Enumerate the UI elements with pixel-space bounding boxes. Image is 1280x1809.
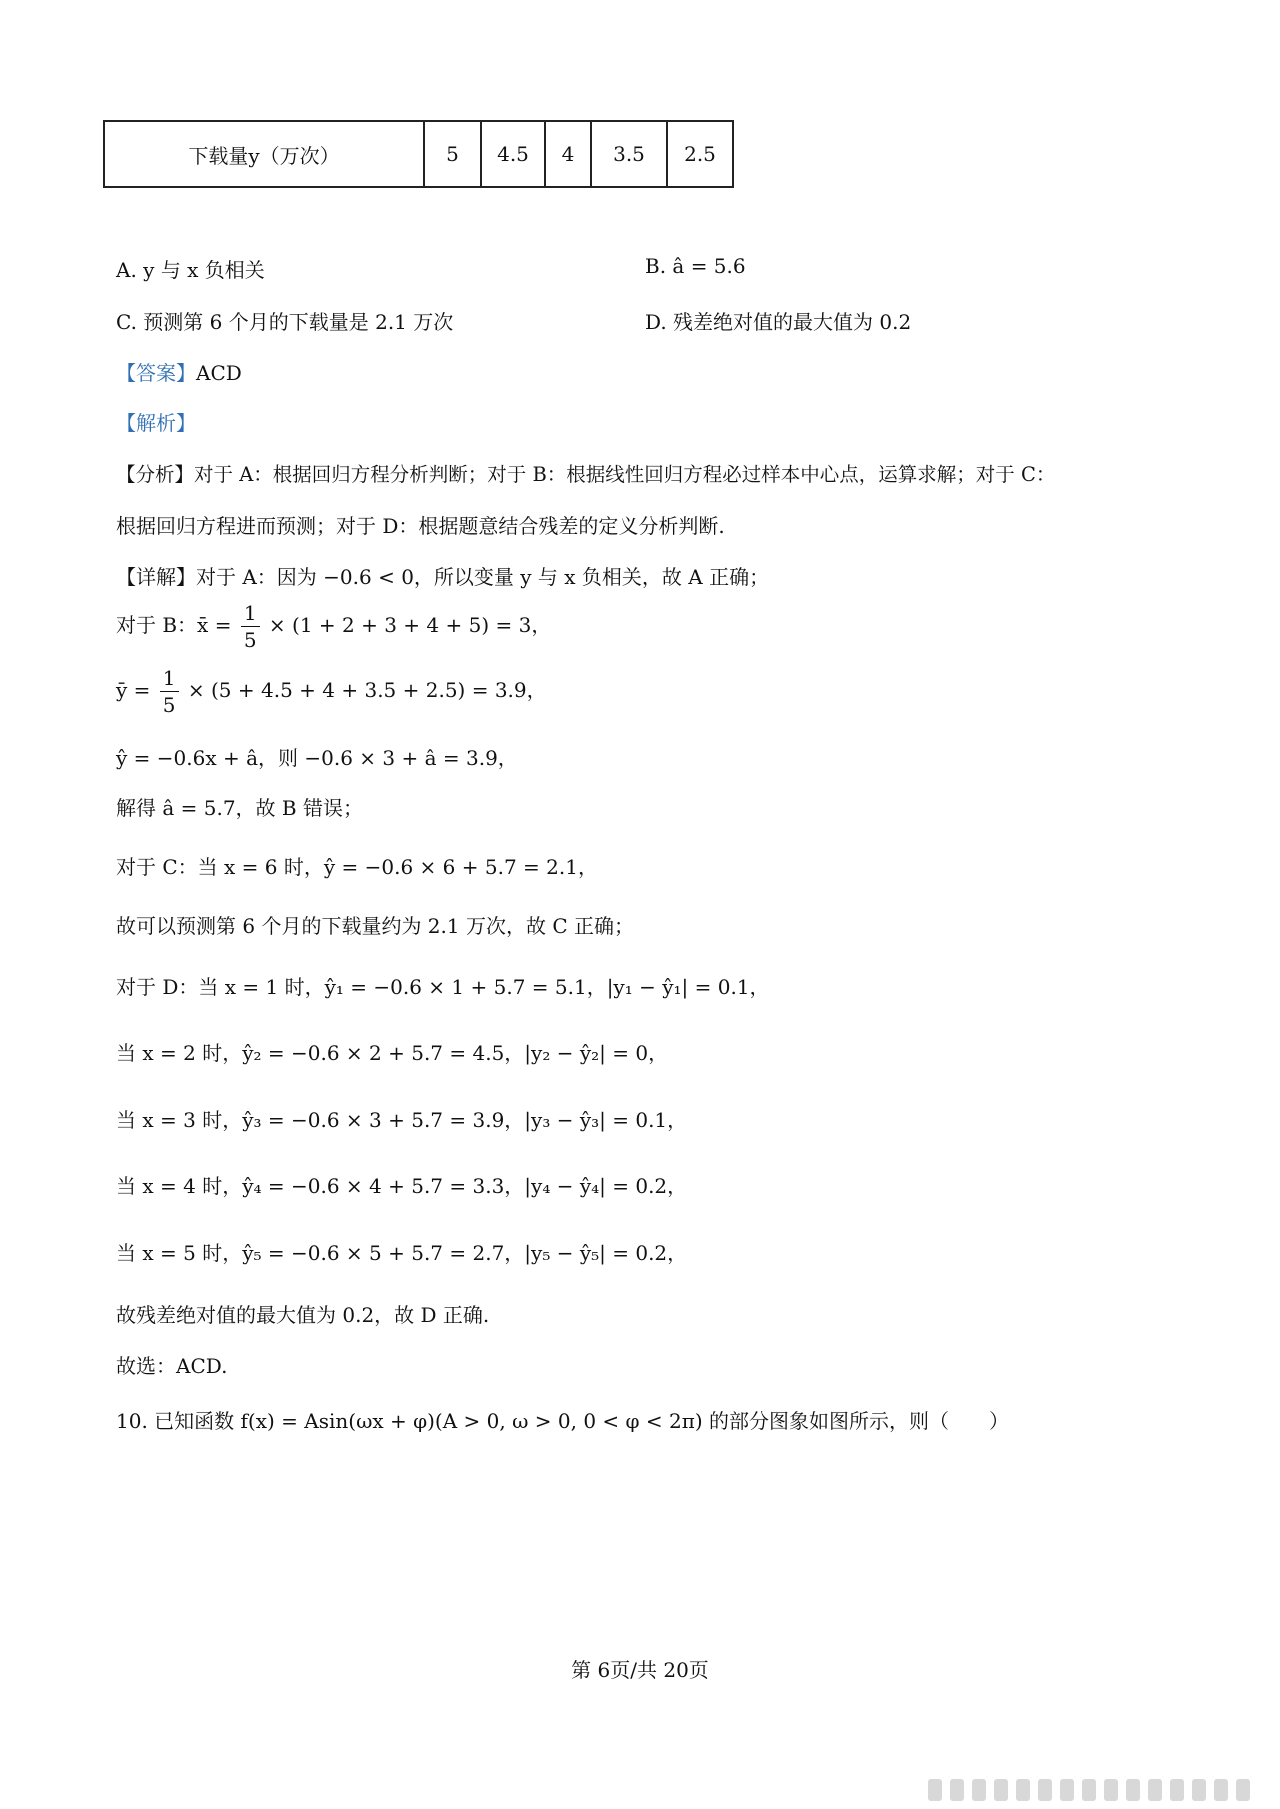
b-conclusion-line: 解得 â = 5.7，故 B 错误； — [116, 796, 363, 820]
option-c: C. 预测第 6 个月的下载量是 2.1 万次 — [116, 310, 454, 334]
option-b: B. â = 5.6 — [645, 254, 746, 278]
answer-line — [116, 357, 242, 386]
table-cell: 4.5 — [481, 121, 545, 187]
xiangjie-line-1: 【详解】对于 A：因为 −0.6 < 0，所以变量 y 与 x 负相关，故 A 正确； — [116, 565, 770, 589]
d-conclusion-line: 故残差绝对值的最大值为 0.2，故 D 正确. — [116, 1303, 490, 1327]
ybar-prefix: ȳ = — [116, 678, 151, 702]
table-header-cell: 下载量y（万次） — [104, 121, 424, 187]
c-line-2: 故可以预测第 6 个月的下载量约为 2.1 万次，故 C 正确； — [116, 914, 634, 938]
fraction-denominator: 5 — [162, 693, 176, 717]
scan-artifact-bar — [928, 1779, 1268, 1801]
table-cell: 4 — [545, 121, 591, 187]
c-line-1: 对于 C：当 x = 6 时，ŷ = −0.6 × 6 + 5.7 = 2.1， — [116, 855, 598, 879]
regression-line: ŷ = −0.6x + â，则 −0.6 × 3 + â = 3.9， — [116, 746, 518, 770]
d-line-5: 当 x = 5 时，ŷ₅ = −0.6 × 5 + 5.7 = 2.7，|y₅ − ŷ₅| = 0.2， — [116, 1241, 688, 1265]
option-d: D. 残差绝对值的最大值为 0.2 — [645, 310, 912, 334]
table-cell: 3.5 — [591, 121, 667, 187]
fraction-one-fifth — [241, 600, 260, 653]
answer-value: ACD — [196, 361, 242, 385]
d-line-1: 对于 D：当 x = 1 时，ŷ₁ = −0.6 × 1 + 5.7 = 5.1，|y₁ − ŷ₁| = 0.1， — [116, 975, 770, 999]
d-line-4: 当 x = 4 时，ŷ₄ = −0.6 × 4 + 5.7 = 3.3，|y₄ − ŷ₄| = 0.2， — [116, 1174, 688, 1198]
xbar-prefix: 对于 B：x̄ = — [116, 613, 232, 637]
analysis-label: 【解析】 — [116, 411, 196, 435]
table-cell: 5 — [424, 121, 481, 187]
ybar-line — [116, 665, 547, 718]
fraction-numerator: 1 — [160, 665, 179, 692]
xbar-line — [116, 600, 551, 653]
d-line-3: 当 x = 3 时，ŷ₃ = −0.6 × 3 + 5.7 = 3.9，|y₃ − ŷ₃| = 0.1， — [116, 1108, 688, 1132]
question-10: 10. 已知函数 f(x) = Asin(ωx + φ)(A > 0, ω > 0, 0 < φ < 2π) 的部分图象如图所示，则（ ） — [116, 1409, 1010, 1433]
fraction-one-fifth — [160, 665, 179, 718]
answer-label: 【答案】 — [116, 361, 196, 385]
table-cell: 2.5 — [667, 121, 733, 187]
fraction-numerator: 1 — [241, 600, 260, 627]
page-footer: 第 6页/共 20页 — [571, 1658, 709, 1682]
fenxi-line-2: 根据回归方程进而预测；对于 D：根据题意结合残差的定义分析判断. — [116, 514, 725, 538]
xbar-suffix: × (1 + 2 + 3 + 4 + 5) = 3， — [268, 613, 552, 637]
ybar-suffix: × (5 + 4.5 + 4 + 3.5 + 2.5) = 3.9， — [187, 678, 547, 702]
final-answer-line: 故选：ACD. — [116, 1354, 228, 1378]
d-line-2: 当 x = 2 时，ŷ₂ = −0.6 × 2 + 5.7 = 4.5，|y₂ − ŷ₂| = 0， — [116, 1041, 669, 1065]
option-a: A. y 与 x 负相关 — [116, 258, 265, 282]
fraction-denominator: 5 — [243, 628, 257, 652]
fenxi-line-1: 【分析】对于 A：根据回归方程分析判断；对于 B：根据线性回归方程必过样本中心点，运算求解；对于 C： — [116, 463, 1056, 486]
download-table — [103, 120, 734, 188]
table-row — [104, 121, 733, 187]
